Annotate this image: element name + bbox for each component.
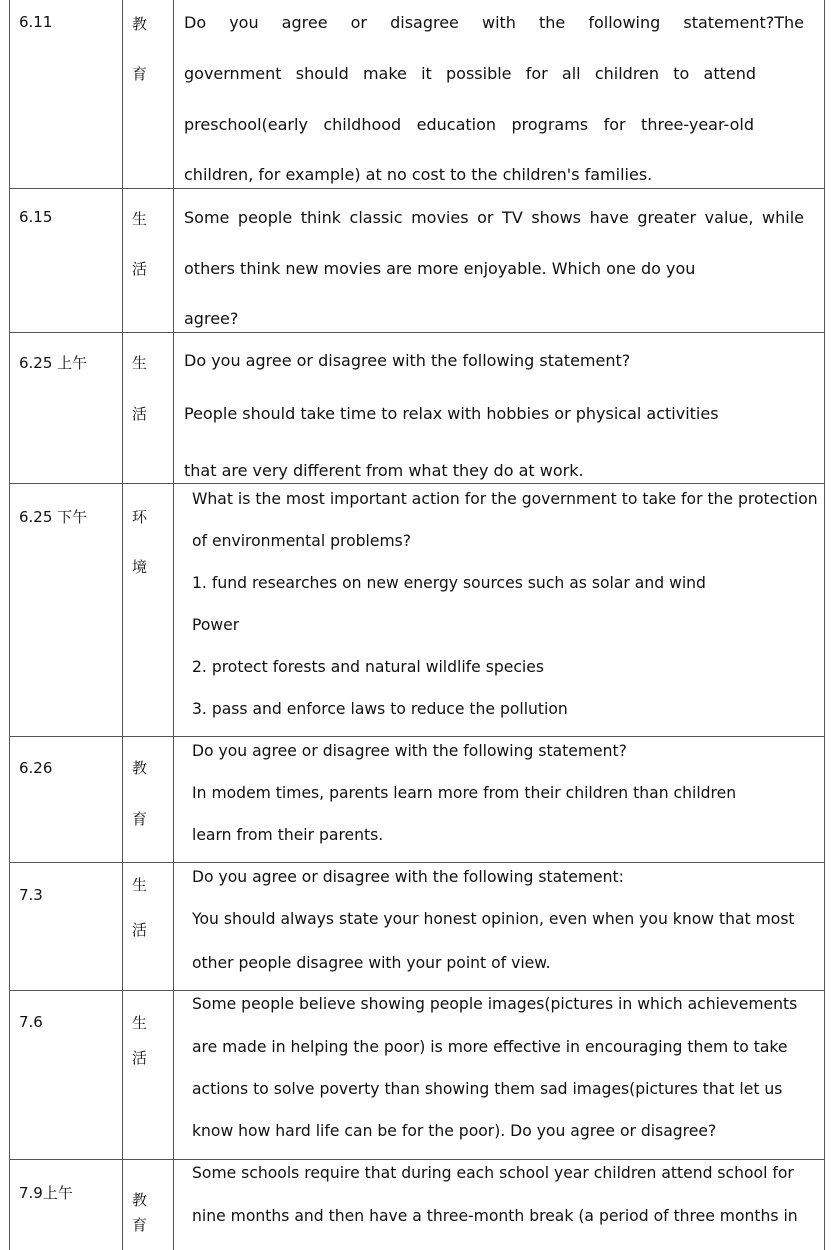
row-date: 6.11: [19, 13, 53, 31]
topic-line: 2. protect forests and natural wildlife species: [192, 658, 544, 676]
table-row: [9, 333, 825, 484]
topic-line: that are very different from what they do at work.: [184, 461, 584, 480]
category-char: 生: [132, 354, 148, 372]
topic-line: 1. fund researches on new energy sources such as solar and wind: [192, 574, 706, 592]
topic-line: Do you agree or disagree with the following statement?: [184, 351, 631, 370]
topic-line: Do you agree or disagree with the following statement?: [192, 742, 627, 760]
category-char: 境: [132, 558, 148, 576]
category-char: 教: [132, 1191, 148, 1209]
topic-line: Some people believe showing people images(pictures in which achievements: [192, 995, 798, 1013]
topic-line: agree?: [184, 309, 239, 328]
table-row: [9, 991, 825, 1160]
topic-line: learn from their parents.: [192, 826, 384, 844]
topic-line: What is the most important action for the government to take for the protection: [192, 490, 818, 508]
topic-line: preschool(early childhood education programs for three-year-old: [184, 115, 754, 134]
category-char: 育: [132, 810, 148, 828]
topic-line: 3. pass and enforce laws to reduce the pollution: [192, 700, 568, 718]
topic-line: others think new movies are more enjoyable. Which one do you: [184, 259, 696, 278]
table-row: [9, 1160, 825, 1250]
table-row: [9, 484, 825, 737]
category-char: 生: [132, 210, 148, 228]
table-row: [9, 863, 825, 991]
topic-line: Power: [192, 616, 240, 634]
table-row: [9, 0, 825, 189]
row-date: 6.25 上午: [19, 354, 88, 372]
topic-line: Do you agree or disagree with the following statement?The: [184, 13, 804, 32]
row-date: 7.6: [19, 1013, 43, 1031]
category-char: 活: [132, 921, 148, 939]
topic-line: You should always state your honest opinion, even when you know that most: [192, 910, 795, 928]
category-char: 活: [132, 1049, 148, 1067]
topic-line: Do you agree or disagree with the following statement:: [192, 868, 624, 886]
category-char: 环: [132, 508, 148, 526]
row-date: 6.15: [19, 208, 53, 226]
category-char: 教: [132, 15, 148, 33]
category-char: 活: [132, 405, 148, 423]
topic-table: [9, 0, 825, 1236]
topic-line: Some people think classic movies or TV shows have greater value, while: [184, 208, 804, 227]
topic-line: children, for example) at no cost to the children's families.: [184, 165, 653, 184]
category-char: 育: [132, 65, 148, 83]
category-char: 育: [132, 1216, 148, 1234]
category-char: 生: [132, 876, 148, 894]
row-date: 6.25 下午: [19, 508, 88, 526]
category-char: 生: [132, 1014, 148, 1032]
row-date: 7.3: [19, 886, 43, 904]
topic-line: are made in helping the poor) is more effective in encouraging them to take: [192, 1038, 788, 1056]
table-row: [9, 737, 825, 863]
topic-line: Some schools require that during each school year children attend school for: [192, 1164, 794, 1182]
topic-line: government should make it possible for all children to attend: [184, 64, 756, 83]
topic-line: of environmental problems?: [192, 532, 412, 550]
topic-line: In modem times, parents learn more from their children than children: [192, 784, 737, 802]
topic-line: nine months and then have a three-month break (a period of three months in: [192, 1207, 798, 1225]
row-date: 6.26: [19, 759, 53, 777]
category-char: 活: [132, 260, 148, 278]
topic-line: People should take time to relax with hobbies or physical activities: [184, 404, 719, 423]
row-date: 7.9上午: [19, 1184, 73, 1202]
topic-line: know how hard life can be for the poor). Do you agree or disagree?: [192, 1122, 717, 1140]
table-row: [9, 189, 825, 333]
topic-line: actions to solve poverty than showing them sad images(pictures that let us: [192, 1080, 783, 1098]
category-char: 教: [132, 759, 148, 777]
topic-line: other people disagree with your point of view.: [192, 954, 551, 972]
